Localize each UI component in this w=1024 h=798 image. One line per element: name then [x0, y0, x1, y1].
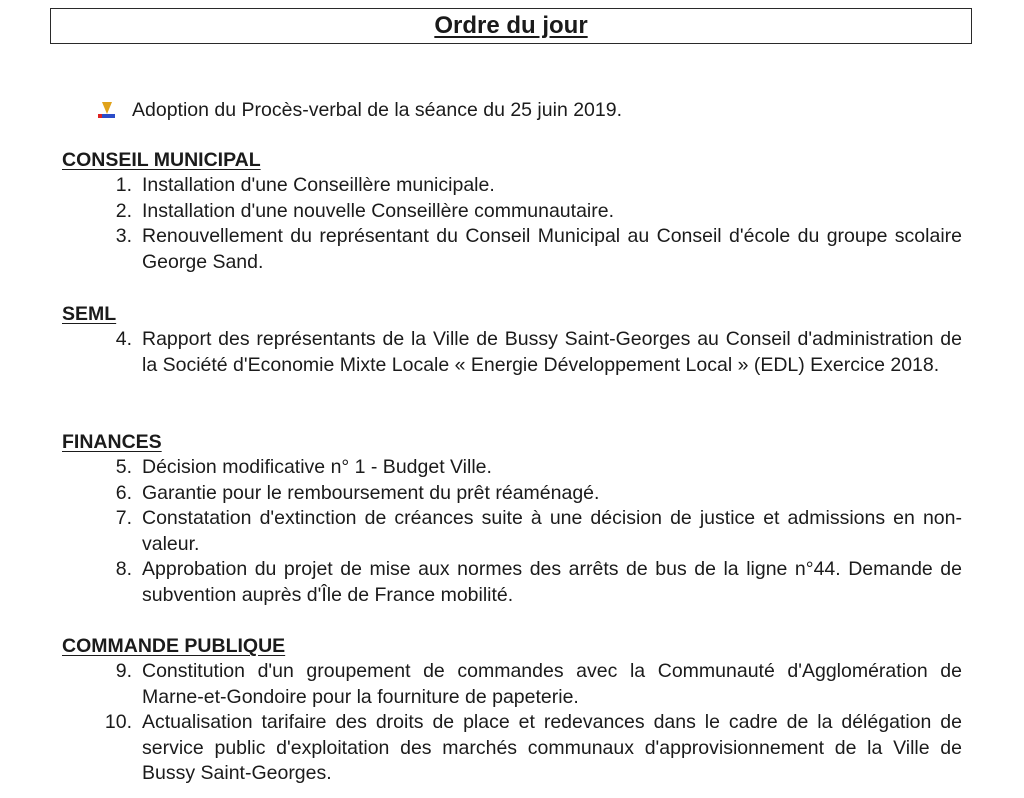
- intro-text: Adoption du Procès-verbal de la séance du 25 juin 2019.: [132, 99, 623, 121]
- page-title: Ordre du jour: [434, 12, 588, 39]
- list-item: [62, 659, 962, 710]
- item-number: 1.: [115, 174, 132, 196]
- list-item: [62, 199, 962, 225]
- item-text: Approbation du projet de mise aux normes des arrêts de bus de la ligne n°44. Demande de subvention auprès d'Île de France mobilité.: [142, 558, 962, 606]
- list-item: [62, 455, 962, 481]
- section-heading: COMMANDE PUBLIQUE: [62, 635, 286, 657]
- item-text: Constatation d'extinction de créances suite à une décision de justice et admissions en non-valeur.: [142, 507, 962, 555]
- section-seml: [62, 302, 962, 378]
- item-number: 2.: [115, 199, 132, 222]
- item-number: 5.: [115, 456, 132, 478]
- list-item: [62, 481, 962, 507]
- item-text: Constitution d'un groupement de commandes avec la Communauté d'Agglomération de Marne-et-Gondoire pour la fourniture de papeterie.: [142, 660, 962, 708]
- section-heading: FINANCES: [62, 431, 162, 453]
- item-text: Installation d'une Conseillère municipale.: [142, 174, 495, 196]
- title-box: [50, 8, 972, 44]
- item-text: Renouvellement du représentant du Conseil Municipal au Conseil d'école du groupe scolaire George Sand.: [142, 225, 962, 273]
- item-text: Garantie pour le remboursement du prêt réaménagé.: [142, 481, 600, 504]
- item-number: 7.: [115, 507, 132, 529]
- item-number: 4.: [115, 328, 132, 350]
- item-number: 9.: [115, 660, 132, 682]
- arrow-bullet-icon: [96, 100, 118, 122]
- section-conseil-municipal: [62, 148, 962, 275]
- list-item: [62, 224, 962, 275]
- list-item: [62, 506, 962, 557]
- list-item: [62, 327, 962, 378]
- section-heading: CONSEIL MUNICIPAL: [62, 149, 261, 171]
- list-item: [62, 557, 962, 608]
- section-heading: SEML: [62, 303, 117, 325]
- intro-item: [96, 98, 622, 124]
- item-number: 6.: [115, 481, 132, 504]
- list-item: [62, 710, 962, 787]
- item-text: Rapport des représentants de la Ville de Bussy Saint-Georges au Conseil d'administration de la Société d'Economie Mixte Locale « Energie Développement Local » (EDL) Exercice 2018.: [142, 328, 962, 376]
- item-text: Actualisation tarifaire des droits de place et redevances dans le cadre de la délégation de service public d'exploitation des marchés communaux d'approvisionnement de la Ville de Bussy Saint-Georges.: [142, 711, 962, 784]
- item-number: 3.: [115, 225, 132, 247]
- item-number: 10.: [104, 711, 132, 733]
- list-item: [62, 173, 962, 199]
- item-text: Installation d'une nouvelle Conseillère communautaire.: [142, 199, 614, 222]
- item-text: Décision modificative n° 1 - Budget Ville.: [142, 456, 492, 478]
- section-finances: [62, 430, 962, 608]
- section-commande-publique: [62, 634, 962, 787]
- item-number: 8.: [115, 558, 132, 580]
